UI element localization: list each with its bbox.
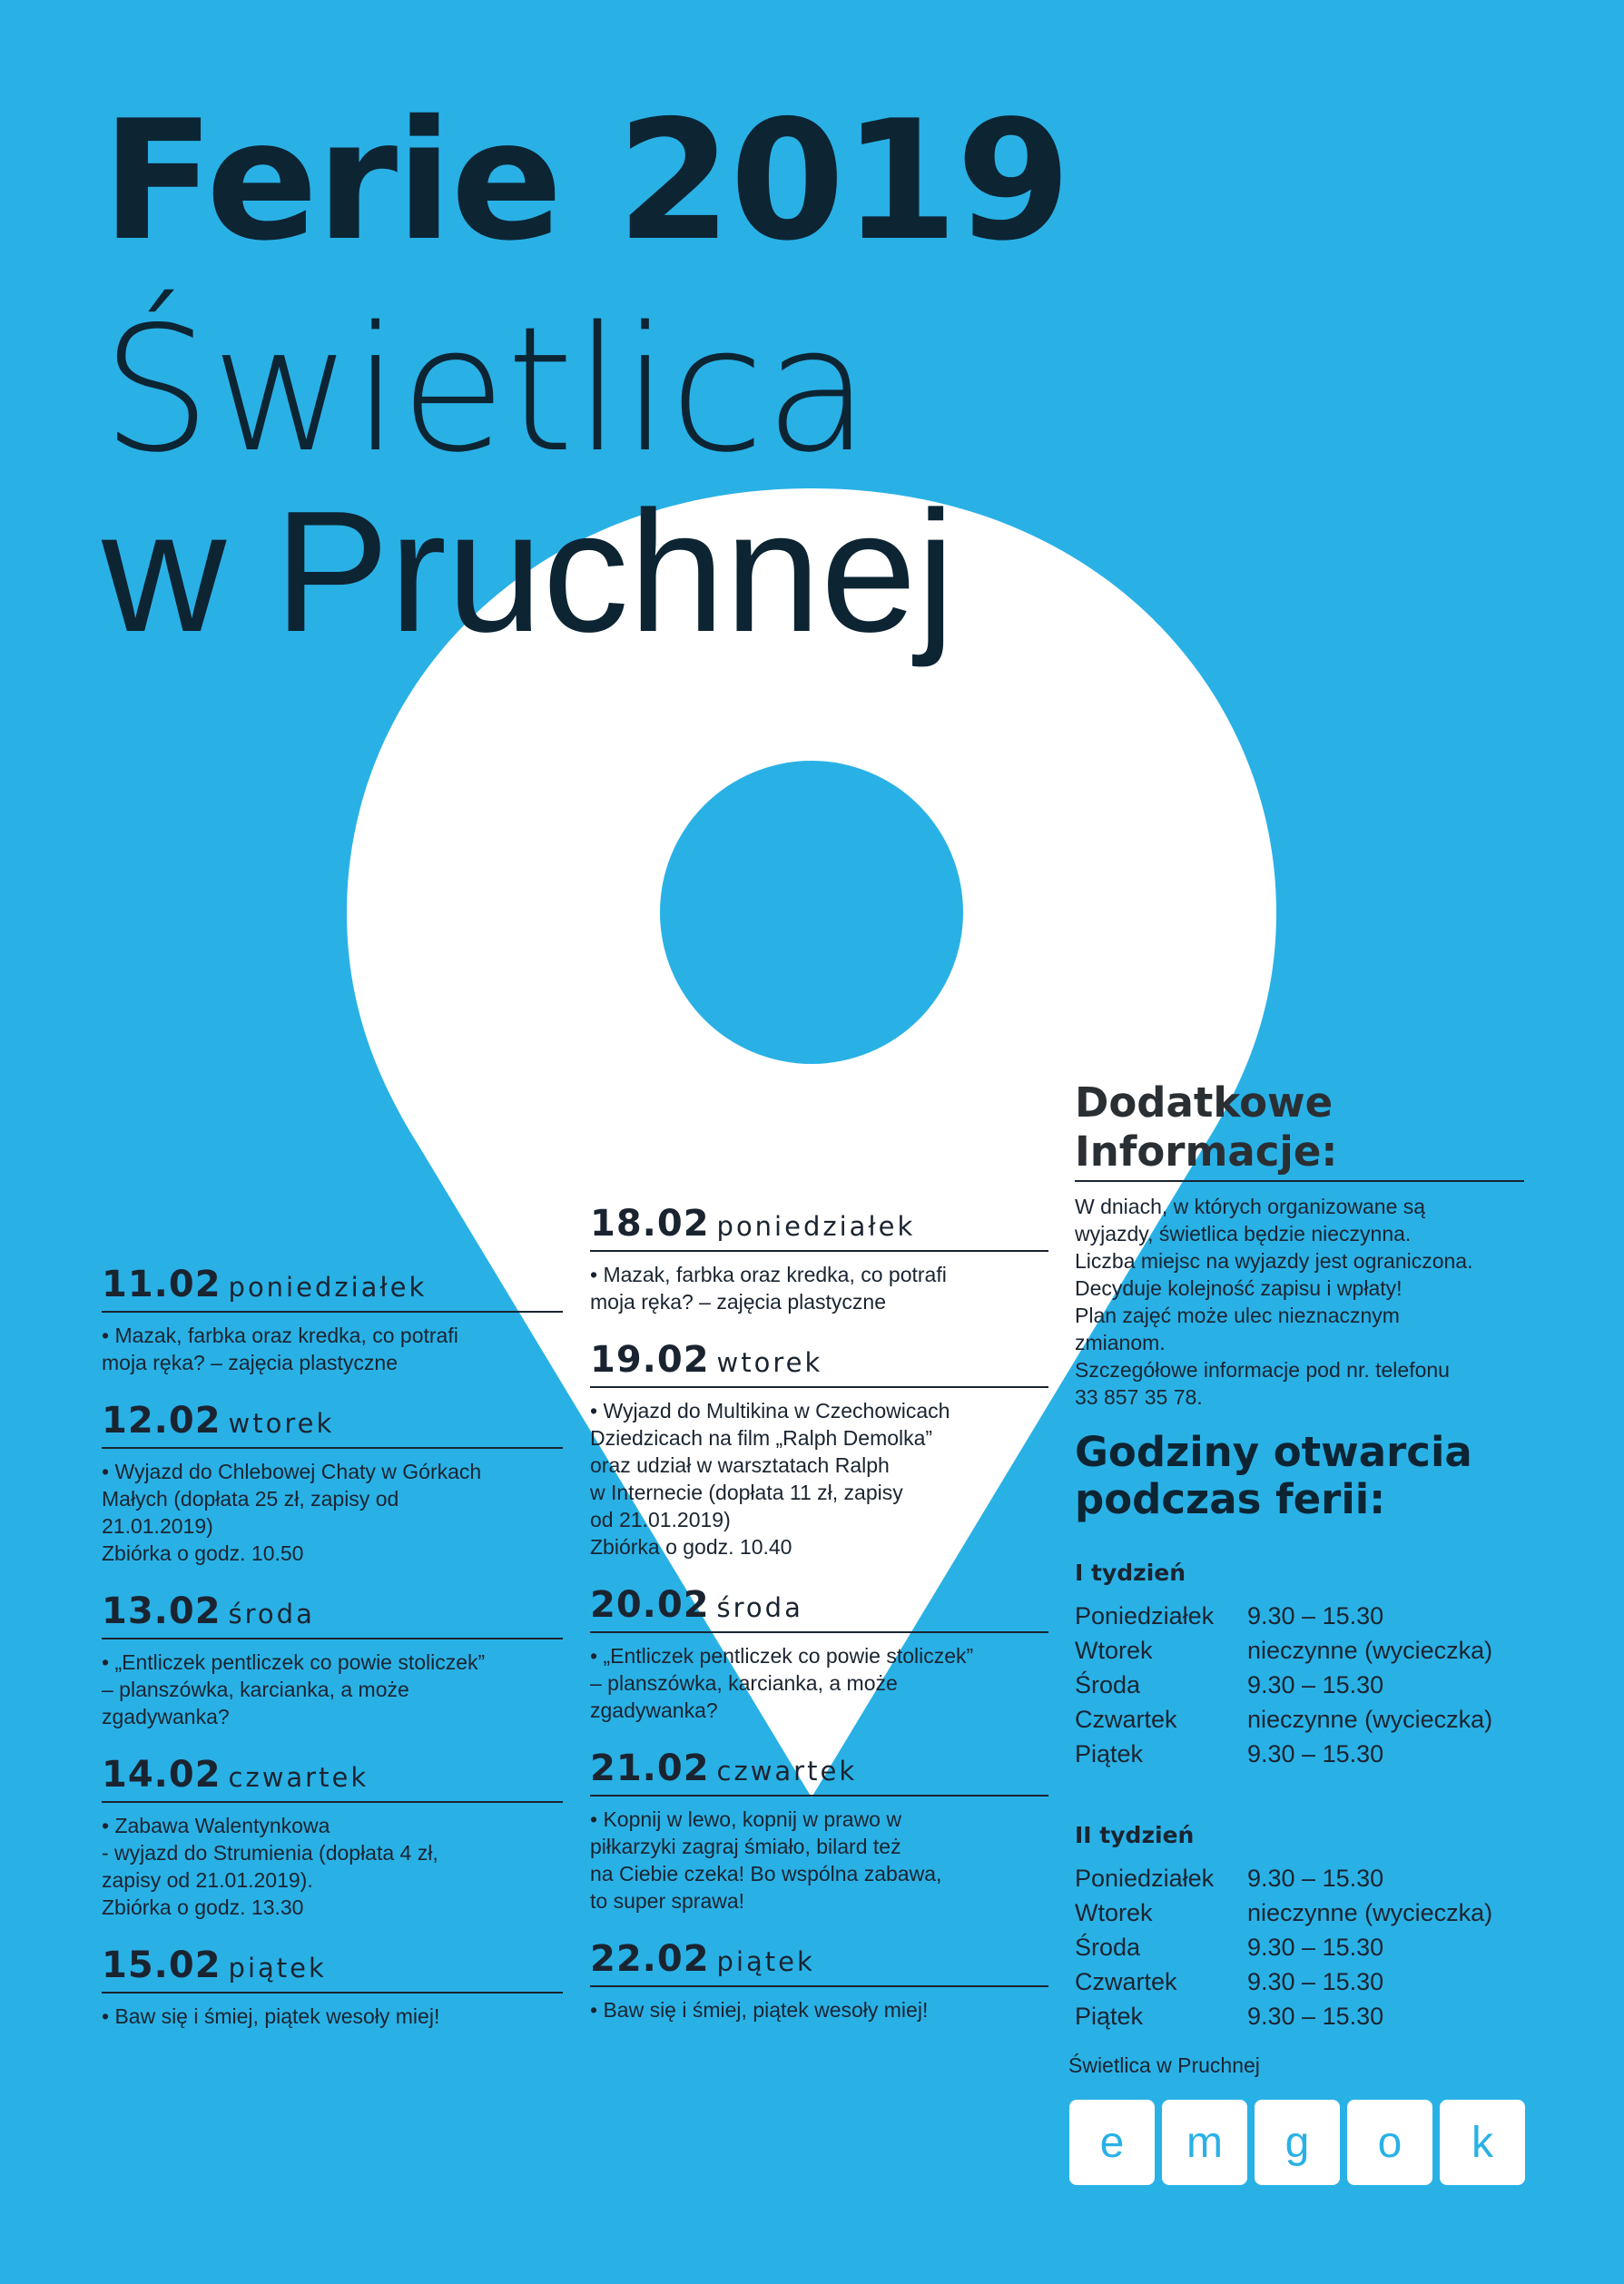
day-activity: • „Entliczek pentliczek co powie stoliczek” – planszówka, karcianka, a może zgadywanka? xyxy=(102,1650,486,1728)
logo-letter: m xyxy=(1162,2100,1247,2185)
schedule-day xyxy=(102,1264,563,1376)
day-activity: • Baw się i śmiej, piątek wesoły miej! xyxy=(590,1998,929,2022)
hours-title-line1: Godziny otwarcia xyxy=(1075,1428,1472,1476)
week2-label: II tydzień xyxy=(1075,1822,1195,1848)
info-text xyxy=(1075,1182,1524,1411)
hours-day: Poniedziałek xyxy=(1075,1865,1215,1892)
schedule-day xyxy=(102,1590,563,1730)
hours-day: Poniedziałek xyxy=(1075,1602,1215,1629)
hours-row xyxy=(1075,1702,1524,1737)
hours-row xyxy=(1075,1668,1524,1702)
schedule-day xyxy=(102,1944,563,2030)
emgok-logo xyxy=(1069,2100,1525,2185)
info-line: Plan zajęć może ulec nieznacznym xyxy=(1075,1304,1400,1327)
day-name: czwartek xyxy=(716,1756,858,1787)
day-activity: • Mazak, farbka oraz kredka, co potrafi moja ręka? – zajęcia plastyczne xyxy=(102,1324,458,1374)
day-name: wtorek xyxy=(228,1408,335,1439)
hours-week2 xyxy=(1075,1861,1524,2033)
hours-row xyxy=(1075,1599,1524,1633)
poster-subtitle-line1: Świetlica xyxy=(102,290,871,490)
day-name: czwartek xyxy=(228,1762,369,1793)
day-date: 19.02 xyxy=(590,1339,710,1381)
hours-time: 9.30 – 15.30 xyxy=(1247,1671,1384,1698)
hours-row xyxy=(1075,1737,1524,1771)
day-heading xyxy=(102,1944,563,1994)
schedule-day xyxy=(102,1754,563,1921)
day-date: 22.02 xyxy=(590,1938,710,1980)
day-heading xyxy=(590,1747,1048,1797)
hours-row xyxy=(1075,1930,1524,1964)
day-activity: • Baw się i śmiej, piątek wesoły miej! xyxy=(102,2004,440,2028)
hours-time: 9.30 – 15.30 xyxy=(1247,2003,1384,2030)
poster-title: Ferie 2019 xyxy=(102,84,1069,277)
info-title-line2: Informacje: xyxy=(1075,1127,1338,1176)
hours-time: 9.30 – 15.30 xyxy=(1247,1740,1384,1767)
day-name: piątek xyxy=(228,1953,327,1984)
hours-time: 9.30 – 15.30 xyxy=(1247,1968,1384,1995)
info-line: Liczba miejsc na wyjazdy jest ograniczona. xyxy=(1075,1249,1473,1273)
hours-row xyxy=(1075,1633,1524,1668)
hours-time: nieczynne (wycieczka) xyxy=(1247,1637,1493,1664)
poster-subtitle-line2: w Pruchnej xyxy=(102,476,955,668)
day-date: 20.02 xyxy=(590,1584,710,1626)
hours-title-line2: podczas ferii: xyxy=(1075,1475,1386,1523)
day-activity: • Wyjazd do Multikina w Czechowicach Dziedzicach na film „Ralph Demolka” oraz udział w warsztatach Ralph w Internecie (dopłata 11 zł, zapisy od 21.01.2019) Zbiórka o godz. 10.40 xyxy=(590,1399,950,1559)
hours-day: Wtorek xyxy=(1075,1899,1153,1926)
schedule-week1 xyxy=(102,1264,563,2053)
schedule-day xyxy=(590,1938,1048,2023)
logo-letter: e xyxy=(1069,2100,1155,2185)
day-name: poniedziałek xyxy=(228,1272,428,1303)
hours-row xyxy=(1075,1895,1524,1930)
day-activity: • Kopnij w lewo, kopnij w prawo w piłkarzyki zagraj śmiało, bilard też na Ciebie czeka! Bo wspólna zabawa, to super sprawa! xyxy=(590,1807,942,1913)
day-heading xyxy=(102,1264,563,1313)
info-line: W dniach, w których organizowane są xyxy=(1075,1195,1426,1218)
schedule-day xyxy=(590,1203,1048,1315)
day-name: środa xyxy=(228,1599,315,1629)
hours-time: 9.30 – 15.30 xyxy=(1247,1934,1384,1961)
info-line: wyjazdy, świetlica będzie nieczynna. xyxy=(1075,1222,1412,1245)
hours-time: nieczynne (wycieczka) xyxy=(1247,1706,1493,1733)
info-line: Szczegółowe informacje pod nr. telefonu xyxy=(1075,1358,1450,1382)
logo-letter: o xyxy=(1347,2100,1432,2185)
schedule-day xyxy=(590,1584,1048,1724)
day-date: 21.02 xyxy=(590,1747,710,1789)
logo-letter: g xyxy=(1255,2100,1340,2185)
hours-week1 xyxy=(1075,1599,1524,1771)
hours-row xyxy=(1075,1999,1524,2033)
logo-letter: k xyxy=(1440,2100,1525,2185)
hours-row xyxy=(1075,1964,1524,1999)
day-date: 13.02 xyxy=(102,1590,221,1632)
hours-day: Piątek xyxy=(1075,2003,1144,2030)
day-activity: • Zabawa Walentynkowa - wyjazd do Strumienia (dopłata 4 zł, zapisy od 21.01.2019). Zbiórka o godz. 13.30 xyxy=(102,1814,438,1919)
day-date: 15.02 xyxy=(102,1944,221,1986)
hours-day: Wtorek xyxy=(1075,1637,1153,1664)
schedule-day xyxy=(590,1747,1048,1915)
day-date: 11.02 xyxy=(102,1264,221,1305)
day-heading xyxy=(590,1339,1048,1388)
hours-day: Czwartek xyxy=(1075,1968,1177,1995)
hours-time: 9.30 – 15.30 xyxy=(1247,1865,1384,1892)
hours-day: Środa xyxy=(1075,1934,1141,1961)
hours-day: Środa xyxy=(1075,1671,1141,1698)
day-name: poniedziałek xyxy=(716,1211,916,1242)
info-line: 33 857 35 78. xyxy=(1075,1385,1203,1409)
hours-time: 9.30 – 15.30 xyxy=(1247,1602,1384,1629)
day-name: piątek xyxy=(716,1946,815,1977)
day-activity: • Wyjazd do Chlebowej Chaty w Górkach Małych (dopłata 25 zł, zapisy od 21.01.2019) Zbiórka o godz. 10.50 xyxy=(102,1460,482,1565)
day-heading xyxy=(102,1754,563,1803)
day-heading xyxy=(102,1590,563,1639)
day-heading xyxy=(590,1938,1048,1987)
schedule-day xyxy=(590,1339,1048,1560)
day-activity: • „Entliczek pentliczek co powie stoliczek” – planszówka, karcianka, a może zgadywanka? xyxy=(590,1644,974,1722)
hours-time: nieczynne (wycieczka) xyxy=(1247,1899,1493,1926)
day-date: 12.02 xyxy=(102,1400,221,1442)
hours-day: Piątek xyxy=(1075,1740,1144,1767)
day-heading xyxy=(590,1584,1048,1633)
schedule-week2 xyxy=(590,1203,1048,2047)
day-heading xyxy=(102,1400,563,1449)
day-name: środa xyxy=(716,1592,803,1623)
day-name: wtorek xyxy=(716,1347,823,1378)
day-date: 18.02 xyxy=(590,1203,710,1245)
hours-day: Czwartek xyxy=(1075,1706,1177,1733)
day-date: 14.02 xyxy=(102,1754,221,1796)
info-title-line1: Dodatkowe xyxy=(1075,1078,1334,1127)
info-line: zmianom. xyxy=(1075,1331,1166,1354)
hours-row xyxy=(1075,1861,1524,1895)
info-line: Decyduje kolejność zapisu i wpłaty! xyxy=(1075,1276,1403,1300)
info-panel xyxy=(1075,1078,1524,2033)
organizer-name: Świetlica w Pruchnej xyxy=(1068,2053,1260,2077)
schedule-day xyxy=(102,1400,563,1567)
day-heading xyxy=(590,1203,1048,1252)
week1-label: I tydzień xyxy=(1075,1560,1186,1586)
day-activity: • Mazak, farbka oraz kredka, co potrafi moja ręka? – zajęcia plastyczne xyxy=(590,1263,947,1314)
